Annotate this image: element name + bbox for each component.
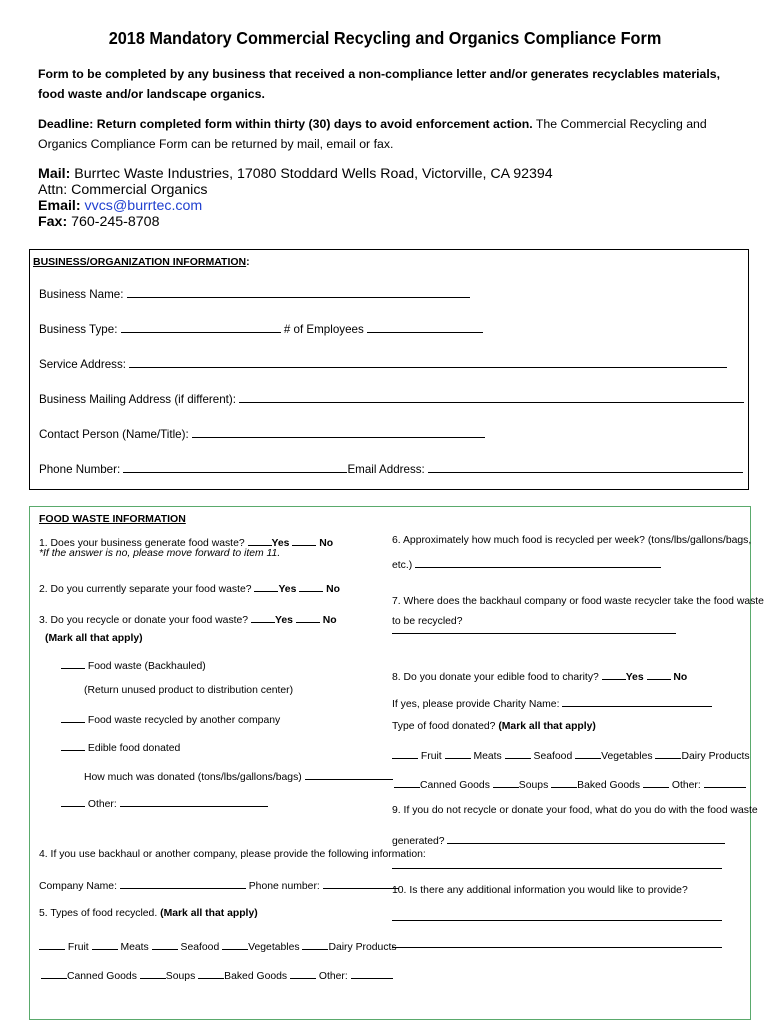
charity-name-field[interactable] bbox=[562, 695, 712, 707]
email-address-field[interactable] bbox=[428, 461, 743, 473]
q9-field-2[interactable] bbox=[392, 868, 722, 869]
q5-seafood-field[interactable] bbox=[152, 938, 178, 950]
deadline-bold: Deadline: Return completed form within thirty (30) days to avoid enforcement action. bbox=[38, 117, 533, 131]
q3-mark-all: (Mark all that apply) bbox=[45, 633, 143, 644]
q5-canned-field[interactable] bbox=[41, 967, 67, 979]
email-link[interactable]: vvcs@burrtec.com bbox=[80, 198, 203, 214]
service-address-field[interactable] bbox=[129, 356, 727, 368]
q5-other-text-field[interactable] bbox=[351, 967, 393, 979]
q9-field-1[interactable] bbox=[447, 832, 725, 844]
intro-text: Form to be completed by any business that received a non-compliance letter and/or generates recyclables materials, food waste and/or landscape organics. bbox=[38, 67, 721, 101]
q5: 5. Types of food recycled. (Mark all that apply) bbox=[39, 908, 258, 919]
email-line: Email: vvcs@burrtec.com bbox=[38, 198, 203, 214]
q7-line2: to be recycled? bbox=[392, 616, 463, 627]
service-address-row: Service Address: bbox=[39, 356, 727, 371]
q2: 2. Do you currently separate your food waste? Yes No bbox=[39, 580, 340, 595]
q7-field[interactable] bbox=[392, 633, 676, 634]
business-heading: BUSINESS/ORGANIZATION INFORMATION: bbox=[33, 256, 250, 268]
phone-email-row: Phone Number: Email Address: bbox=[39, 461, 743, 476]
q5-types-row1: Fruit Meats Seafood Vegetables Dairy Products bbox=[39, 938, 397, 953]
other-text-field[interactable] bbox=[120, 795, 268, 807]
q8-dairy-field[interactable] bbox=[655, 747, 681, 759]
opt-donated: Edible food donated bbox=[61, 739, 180, 754]
q8-soups-field[interactable] bbox=[493, 776, 519, 788]
q6-line1: 6. Approximately how much food is recycled per week? (tons/lbs/gallons/bags, bbox=[392, 535, 752, 546]
q5-vegetables-field[interactable] bbox=[222, 938, 248, 950]
opt-recycled: Food waste recycled by another company bbox=[61, 711, 280, 726]
q8-meats-field[interactable] bbox=[445, 747, 471, 759]
contact-person-field[interactable] bbox=[192, 426, 485, 438]
q8-no-field[interactable] bbox=[647, 668, 671, 680]
company-phone-field[interactable] bbox=[323, 877, 399, 889]
mailing-address-row: Business Mailing Address (if different): bbox=[39, 391, 744, 406]
q2-yes-field[interactable] bbox=[254, 580, 278, 592]
q3-no-field[interactable] bbox=[296, 611, 320, 623]
q1-yes-field[interactable] bbox=[248, 534, 272, 546]
q5-soups-field[interactable] bbox=[140, 967, 166, 979]
food-heading: FOOD WASTE INFORMATION bbox=[39, 513, 186, 525]
q8-other-check-field[interactable] bbox=[643, 776, 669, 788]
q9-line1: 9. If you do not recycle or donate your food, what do you do with the food waste bbox=[392, 805, 758, 816]
deadline-text bbox=[38, 114, 738, 154]
q5-dairy-field[interactable] bbox=[302, 938, 328, 950]
q10-field-2[interactable] bbox=[392, 947, 722, 948]
opt-backhauled-note: (Return unused product to distribution center) bbox=[84, 685, 294, 696]
q8-canned-field[interactable] bbox=[394, 776, 420, 788]
q8-seafood-field[interactable] bbox=[505, 747, 531, 759]
company-name-field[interactable] bbox=[120, 877, 246, 889]
q8-other-text-field[interactable] bbox=[704, 776, 746, 788]
q5-other-check-field[interactable] bbox=[290, 967, 316, 979]
q6-field[interactable] bbox=[415, 556, 661, 568]
q7-line1: 7. Where does the backhaul company or food waste recycler take the food waste bbox=[392, 596, 764, 607]
q8-vegetables-field[interactable] bbox=[575, 747, 601, 759]
fax-line: Fax: 760-245-8708 bbox=[38, 214, 160, 230]
q8-fruit-field[interactable] bbox=[392, 747, 418, 759]
business-name-field[interactable] bbox=[127, 286, 470, 298]
q5-baked-field[interactable] bbox=[198, 967, 224, 979]
q1-no-field[interactable] bbox=[292, 534, 316, 546]
q8-type: Type of food donated? (Mark all that apply) bbox=[392, 721, 596, 732]
how-much-donated: How much was donated (tons/lbs/gallons/bags) bbox=[84, 768, 393, 783]
form-title: 2018 Mandatory Commercial Recycling and Organics Compliance Form bbox=[108, 28, 662, 48]
business-type-field[interactable] bbox=[121, 321, 281, 333]
q8-baked-field[interactable] bbox=[551, 776, 577, 788]
employees-field[interactable] bbox=[367, 321, 483, 333]
q1-note: *If the answer is no, please move forward to item 11. bbox=[39, 548, 281, 559]
donated-field[interactable] bbox=[61, 739, 85, 751]
opt-other: Other: bbox=[61, 795, 268, 810]
q1: 1. Does your business generate food waste? Yes No bbox=[39, 534, 333, 549]
deadline-rest: The Commercial Recycling and Organics Compliance Form can be returned by mail, email or fax. bbox=[38, 117, 707, 151]
company-row: Company Name: Phone number: bbox=[39, 877, 399, 892]
how-much-donated-field[interactable] bbox=[305, 768, 393, 780]
backhauled-field[interactable] bbox=[61, 657, 85, 669]
q6-line2: etc.) bbox=[392, 556, 661, 571]
other-check-field[interactable] bbox=[61, 795, 85, 807]
q8-yes-field[interactable] bbox=[602, 668, 626, 680]
q10-field-1[interactable] bbox=[392, 920, 722, 921]
q5-fruit-field[interactable] bbox=[39, 938, 65, 950]
q9-line2: generated? bbox=[392, 832, 725, 847]
q8-charity: If yes, please provide Charity Name: bbox=[392, 695, 712, 710]
phone-field[interactable] bbox=[123, 461, 347, 473]
q8-types-row1: Fruit Meats Seafood Vegetables Dairy Products bbox=[392, 747, 750, 762]
q8: 8. Do you donate your edible food to charity? Yes No bbox=[392, 668, 687, 683]
q8-types-row2: Canned Goods Soups Baked Goods Other: bbox=[394, 776, 746, 791]
q4: 4. If you use backhaul or another company, please provide the following information: bbox=[39, 849, 426, 860]
business-type-row: Business Type: # of Employees bbox=[39, 321, 483, 336]
mailing-address-field[interactable] bbox=[239, 391, 744, 403]
business-name-row: Business Name: bbox=[39, 286, 470, 301]
q5-types-row2: Canned Goods Soups Baked Goods Other: bbox=[41, 967, 393, 982]
q3: 3. Do you recycle or donate your food waste? Yes No bbox=[39, 611, 337, 626]
recycled-field[interactable] bbox=[61, 711, 85, 723]
q10: 10. Is there any additional information you would like to provide? bbox=[392, 885, 688, 896]
q5-meats-field[interactable] bbox=[92, 938, 118, 950]
q3-yes-field[interactable] bbox=[251, 611, 275, 623]
attn-line: Attn: Commercial Organics bbox=[38, 182, 208, 198]
contact-person-row: Contact Person (Name/Title): bbox=[39, 426, 485, 441]
mail-line: Mail: Burrtec Waste Industries, 17080 Stoddard Wells Road, Victorville, CA 92394 bbox=[38, 166, 553, 182]
q2-no-field[interactable] bbox=[299, 580, 323, 592]
opt-backhauled: Food waste (Backhauled) bbox=[61, 657, 206, 672]
